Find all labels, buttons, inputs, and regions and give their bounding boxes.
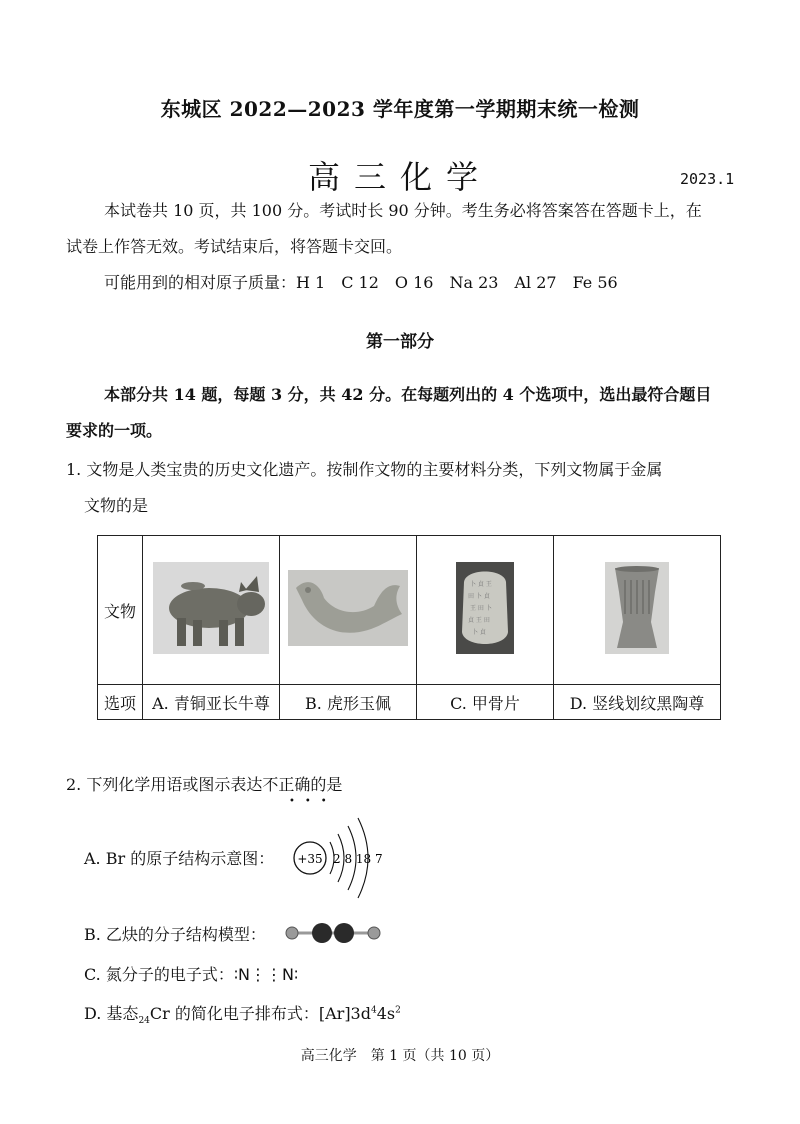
- atomic-number: 24: [138, 1016, 150, 1027]
- svg-text:王 田 卜: 王 田 卜: [470, 605, 492, 612]
- svg-text:貞 王 田: 貞 王 田: [468, 617, 490, 624]
- nucleus-charge: +35: [297, 852, 323, 866]
- svg-text:卜 貞 王: 卜 貞 王: [470, 581, 492, 588]
- exam-title: 东城区 2022—2023 学年度第一学期期末统一检测: [160, 97, 640, 121]
- oracle-bone-image: [456, 562, 514, 654]
- q2-option-d-text: Cr 的简化电子排布式：[Ar]3d: [149, 1004, 371, 1023]
- q2-option-d-text-2: 4s: [376, 1004, 396, 1023]
- relic-image-d: [554, 536, 721, 685]
- tiger-jade-pendant-image: [288, 570, 408, 646]
- row-label-relic: 文物: [98, 536, 143, 685]
- option-a[interactable]: A. 青铜亚长牛尊: [143, 685, 280, 720]
- part-heading: 第一部分: [366, 332, 434, 352]
- intro-line-2: 试卷上作答无效。考试结束后，将答题卡交回。: [66, 237, 403, 256]
- q2-option-b-label[interactable]: B. 乙炔的分子结构模型：: [84, 925, 266, 944]
- svg-text:田 卜 貞: 田 卜 貞: [468, 593, 490, 600]
- black-pottery-zun-image: [605, 562, 669, 654]
- br-atomic-structure-diagram: [288, 812, 398, 904]
- emphasis-dots: • • •: [289, 796, 327, 807]
- relic-image-b: [280, 536, 417, 685]
- instructions-line-1: 本部分共 14 题，每题 3 分，共 42 分。在每题列出的 4 个选项中，选出最符合题目: [104, 385, 712, 404]
- relic-image-c: [417, 536, 554, 685]
- relics-table: [97, 535, 721, 720]
- shell-electrons: 2 8 18 7: [333, 852, 383, 866]
- option-c[interactable]: C. 甲骨片: [417, 685, 554, 720]
- relic-image-a: [143, 536, 280, 685]
- q2-option-d-prefix: D. 基态: [84, 1004, 139, 1023]
- part-instructions: [66, 377, 746, 449]
- q1-stem-line-1: 1. 文物是人类宝贵的历史文化遗产。按制作文物的主要材料分类，下列文物属于金属: [66, 460, 663, 479]
- bronze-ox-zun-image: [153, 562, 269, 654]
- s-electrons: 2: [395, 1005, 401, 1016]
- svg-text:卜 貞: 卜 貞: [472, 629, 486, 636]
- atomic-masses: 可能用到的相对原子质量：H 1 C 12 O 16 Na 23 Al 27 Fe 56: [104, 273, 618, 292]
- q2-option-d[interactable]: [84, 1001, 401, 1026]
- q2-option-a-label[interactable]: A. Br 的原子结构示意图：: [84, 849, 275, 868]
- subject-title: 高三化学: [307, 158, 492, 196]
- option-d[interactable]: D. 竖线划纹黑陶尊: [554, 685, 721, 720]
- intro-line-1: 本试卷共 10 页，共 100 分。考试时长 90 分钟。考生务必将答案答在答题卡上，在: [104, 201, 702, 220]
- d-electrons: 4: [370, 1005, 377, 1016]
- row-label-option: 选项: [98, 685, 143, 720]
- nitrogen-electron-formula: ∶N⋮⋮N∶: [233, 965, 299, 984]
- q2-option-c-label: C. 氮分子的电子式：: [84, 965, 234, 984]
- q2-stem: 2. 下列化学用语或图示表达不正确的是: [66, 775, 343, 794]
- exam-date: 2023.1: [680, 170, 735, 188]
- instructions-line-2: 要求的一项。: [66, 421, 163, 440]
- acetylene-ball-stick-model: [284, 920, 384, 946]
- page-footer: 高三化学 第 1 页（共 10 页）: [300, 1048, 500, 1064]
- q1-stem-line-2: 文物的是: [84, 496, 149, 515]
- question-1: [66, 452, 746, 524]
- option-b[interactable]: B. 虎形玉佩: [280, 685, 417, 720]
- q2-option-c[interactable]: [84, 962, 298, 985]
- intro-text: [66, 193, 746, 301]
